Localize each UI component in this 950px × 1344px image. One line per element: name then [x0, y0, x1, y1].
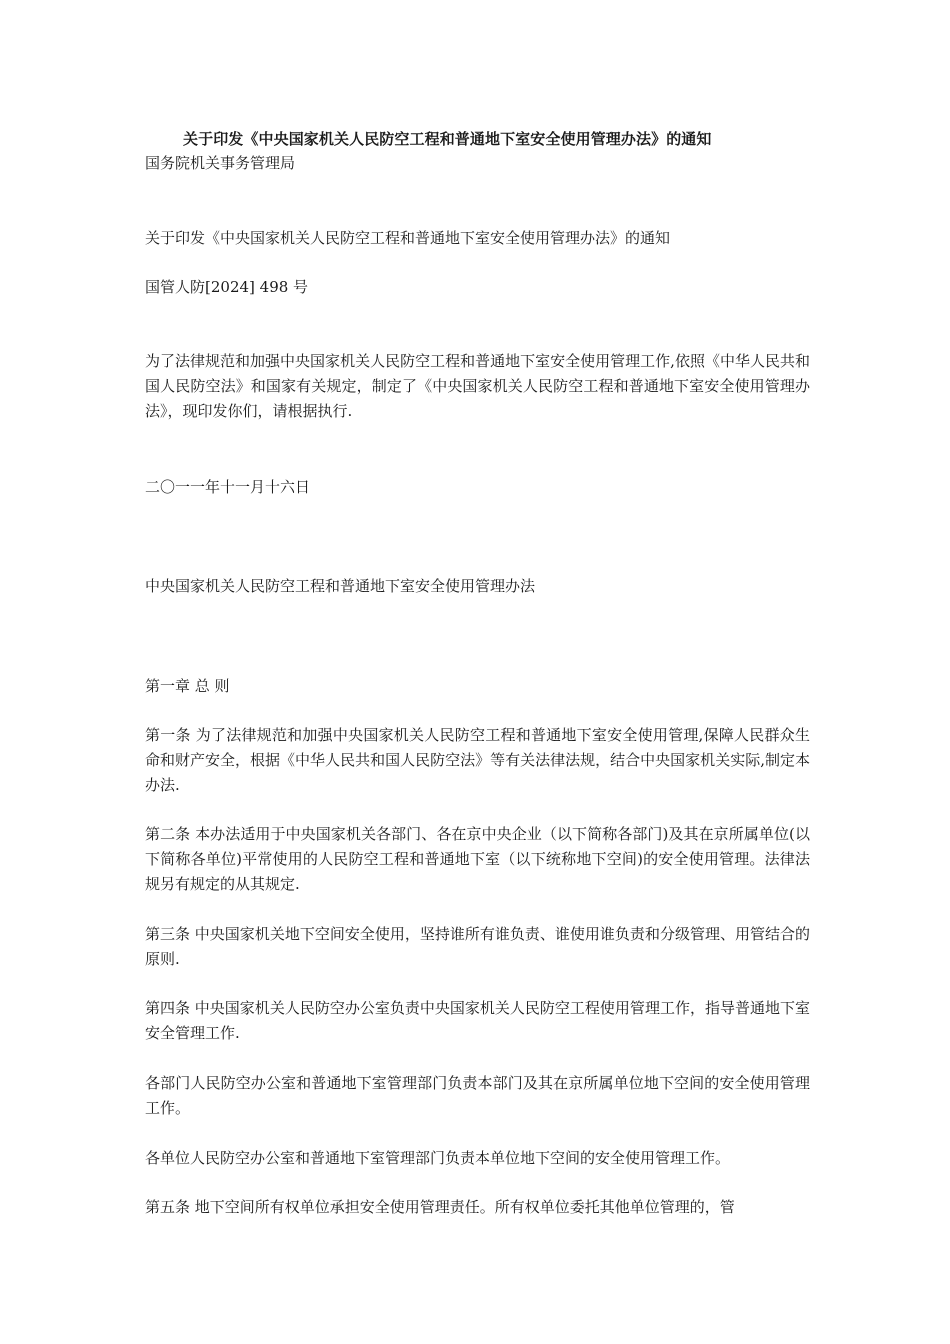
issuer: 国务院机关事务管理局 — [145, 154, 296, 172]
notice-heading: 关于印发《中央国家机关人民防空工程和普通地下室安全使用管理办法》的通知 — [145, 229, 671, 247]
issue-date: 二〇一一年十一月十六日 — [145, 478, 311, 496]
document-number: 国管人防[2024] 498 号 — [145, 278, 309, 296]
intro-paragraph: 为了法律规范和加强中央国家机关人民防空工程和普通地下室安全使用管理工作,依照《中华人民共和国人民防空法》和国家有关规定，制定了《中央国家机关人民防空工程和普通地下室安全使用管理办法》，现印发你们，请根据执行. — [145, 352, 810, 420]
article-4-paragraph-3: 各单位人民防空办公室和普通地下室管理部门负责本单位地下空间的安全使用管理工作。 — [145, 1149, 731, 1167]
article-4-paragraph-2: 各部门人民防空办公室和普通地下室管理部门负责本部门及其在京所属单位地下空间的安全使用管理工作。 — [145, 1074, 810, 1117]
document-page — [145, 0, 810, 1344]
measures-title: 中央国家机关人民防空工程和普通地下室安全使用管理办法 — [145, 577, 536, 595]
chapter-heading: 第一章 总 则 — [145, 677, 230, 695]
article-2: 第二条 本办法适用于中央国家机关各部门、各在京中央企业（以下简称各部门)及其在京所属单位(以下简称各单位)平常使用的人民防空工程和普通地下室（以下统称地下空间)的安全使用管理。法律法规另有规定的从其规定. — [145, 825, 810, 893]
article-1: 第一条 为了法律规范和加强中央国家机关人民防空工程和普通地下室安全使用管理,保障人民群众生命和财产安全，根据《中华人民共和国人民防空法》等有关法律法规，结合中央国家机关实际,制定本办法. — [145, 726, 810, 794]
article-3: 第三条 中央国家机关地下空间安全使用，坚持谁所有谁负责、谁使用谁负责和分级管理、用管结合的原则. — [145, 925, 810, 968]
document-title: 关于印发《中央国家机关人民防空工程和普通地下室安全使用管理办法》的通知 — [183, 130, 712, 148]
article-5: 第五条 地下空间所有权单位承担安全使用管理责任。所有权单位委托其他单位管理的，管 — [145, 1198, 735, 1216]
article-4: 第四条 中央国家机关人民防空办公室负责中央国家机关人民防空工程使用管理工作，指导普通地下室安全管理工作. — [145, 999, 810, 1042]
